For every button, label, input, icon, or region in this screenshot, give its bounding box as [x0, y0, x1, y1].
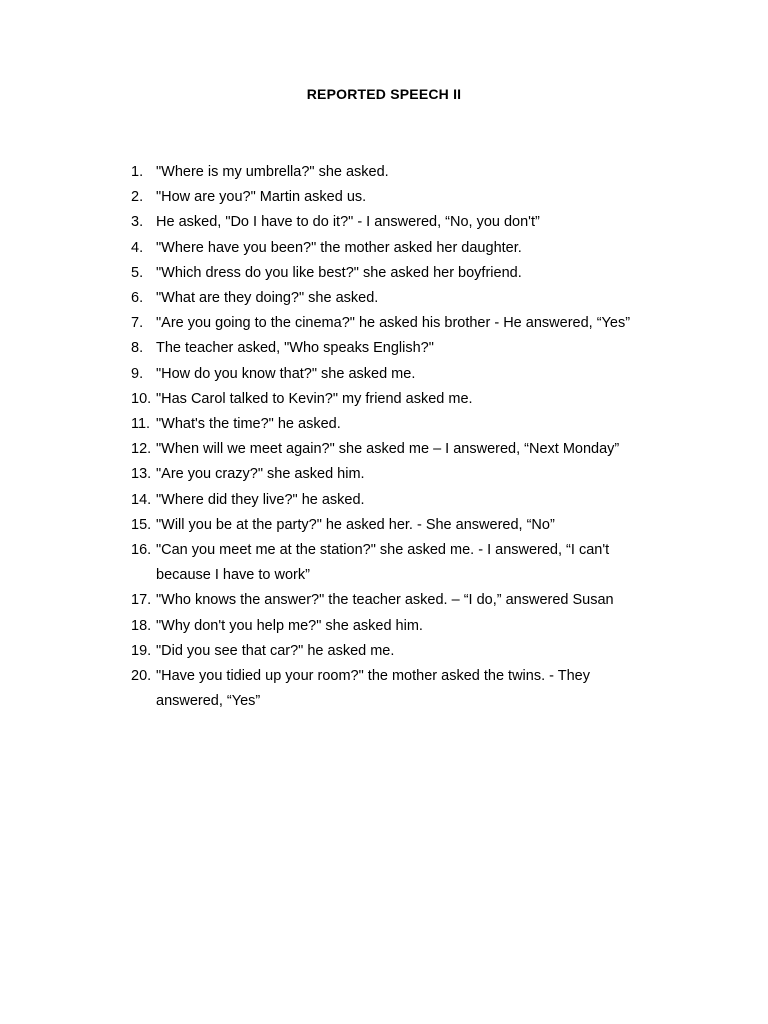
exercise-number: 11. [131, 416, 151, 433]
exercise-item [131, 614, 651, 639]
exercise-item [131, 639, 651, 664]
exercise-item [131, 462, 651, 487]
exercise-item [131, 236, 651, 261]
exercise-item [131, 362, 651, 387]
exercise-number: 5. [131, 264, 144, 281]
exercise-text: The teacher asked, "Who speaks English?" [156, 340, 434, 357]
exercise-text: "Are you going to the cinema?" he asked his brother - He answered, “Yes” [156, 315, 631, 332]
exercise-text: "Which dress do you like best?" she asked her boyfriend. [156, 264, 522, 281]
exercise-number: 15. [131, 516, 152, 533]
exercise-text: "Where did they live?" he asked. [156, 491, 365, 508]
exercise-item [131, 513, 651, 538]
exercise-item [131, 664, 651, 714]
exercise-number: 1. [131, 164, 144, 180]
exercise-text: He asked, "Do I have to do it?" - I answered, “No, you don't” [156, 214, 540, 231]
exercise-number: 4. [131, 239, 144, 256]
exercise-number: 8. [131, 340, 144, 357]
exercise-item [131, 336, 651, 361]
exercise-text: "What are they doing?" she asked. [156, 290, 379, 307]
exercise-item [131, 588, 651, 613]
exercise-item [131, 185, 651, 210]
exercise-number: 16. [131, 542, 152, 559]
exercise-text: "How are you?" Martin asked us. [156, 189, 367, 206]
exercise-item [131, 538, 651, 588]
exercise-text: "Who knows the answer?" the teacher asked. – “I do,” answered Susan [156, 592, 614, 609]
exercise-item [131, 387, 651, 412]
exercise-text: "Have you tidied up your room?" the mother asked the twins. - They answered, “Yes” [156, 668, 590, 710]
exercise-number: 17. [131, 592, 152, 609]
exercise-text: "Are you crazy?" she asked him. [156, 466, 365, 483]
exercise-number: 19. [131, 642, 152, 659]
exercise-number: 9. [131, 365, 144, 382]
exercise-text: "Can you meet me at the station?" she asked me. - I answered, “I can't because I have to work” [156, 542, 610, 584]
exercise-item [131, 286, 651, 311]
exercise-item [131, 261, 651, 286]
exercise-item [131, 412, 651, 437]
exercise-text: "How do you know that?" she asked me. [156, 365, 416, 382]
exercise-number: 3. [131, 214, 144, 231]
exercise-text: "Why don't you help me?" she asked him. [156, 617, 423, 634]
exercise-text: "Will you be at the party?" he asked her. - She answered, “No” [156, 516, 555, 533]
exercise-text: "Has Carol talked to Kevin?" my friend asked me. [156, 390, 473, 407]
exercise-text: "Where is my umbrella?" she asked. [156, 164, 389, 180]
exercise-text: "What's the time?" he asked. [156, 416, 341, 433]
exercise-number: 6. [131, 290, 144, 307]
exercise-number: 12. [131, 441, 152, 458]
exercise-number: 13. [131, 466, 152, 483]
exercise-list [131, 160, 651, 714]
exercise-item [131, 311, 651, 336]
exercise-number: 2. [131, 189, 144, 206]
exercise-item [131, 488, 651, 513]
exercise-text: "Where have you been?" the mother asked her daughter. [156, 239, 522, 256]
exercise-number: 20. [131, 668, 152, 685]
exercise-item [131, 210, 651, 235]
exercise-number: 14. [131, 491, 152, 508]
exercise-number: 7. [131, 315, 144, 332]
exercise-number: 18. [131, 617, 152, 634]
exercise-text: "Did you see that car?" he asked me. [156, 642, 395, 659]
page-title: REPORTED SPEECH II [306, 86, 462, 102]
exercise-item [131, 437, 651, 462]
exercise-text: "When will we meet again?" she asked me – I answered, “Next Monday” [156, 441, 620, 458]
exercise-item [131, 160, 651, 185]
exercise-number: 10. [131, 390, 152, 407]
